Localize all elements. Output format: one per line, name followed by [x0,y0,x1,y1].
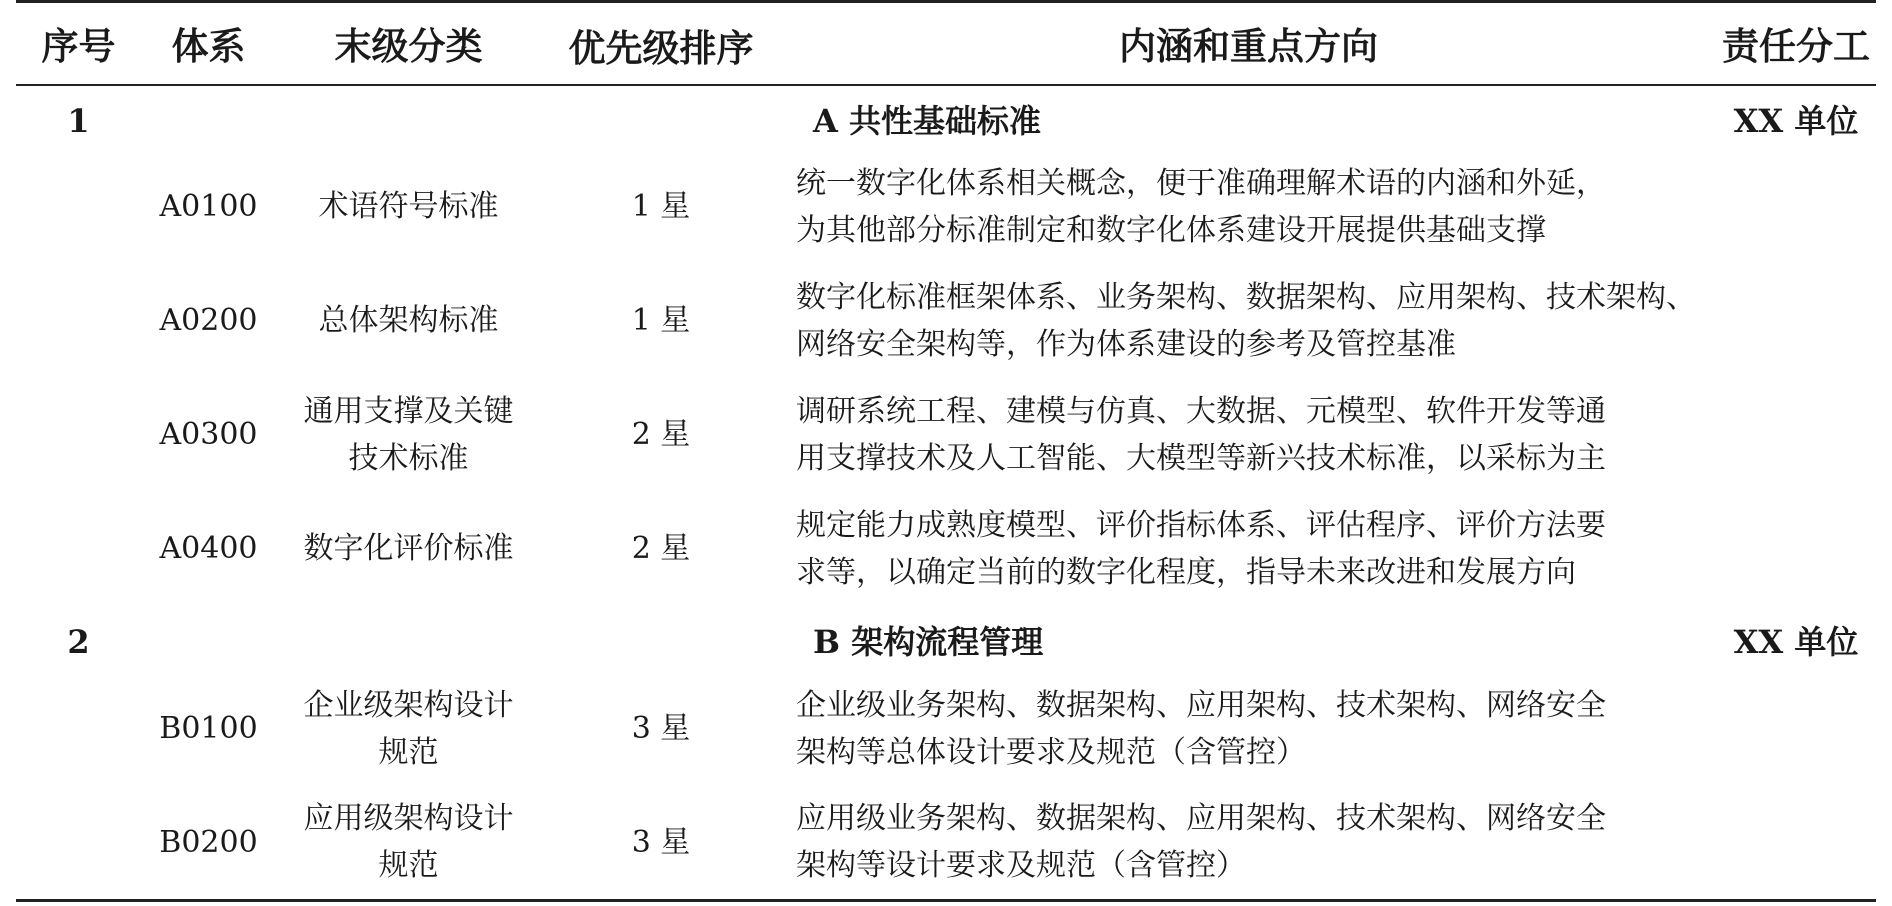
row-class-name [276,265,541,379]
row-description-line: 统一数字化体系相关概念，便于准确理解术语的内涵和外延， [796,166,1606,201]
row-priority: 1 星 [631,303,691,339]
row-description-line: 架构等设计要求及规范（含管控） [796,847,1246,883]
row-seq [16,493,141,607]
section-row [16,607,1876,673]
row-class-name [276,379,541,493]
row-class-name-line: 技术标准 [348,440,469,476]
row-priority: 3 星 [541,787,781,901]
row-code: B0100 [159,711,258,747]
row-class-name [276,493,541,607]
table-row [16,493,1876,607]
header-priority: 优先级排序 [541,2,781,85]
header-system: 体系 [141,2,276,85]
row-class-name [276,151,541,265]
row-class-name-line: 企业级架构设计 [303,688,514,723]
row-description-line: 求等，以确定当前的数字化程度，指导未来改进和发展方向 [796,554,1576,590]
row-class-name-line: 应用级架构设计 [303,801,514,837]
section-empty [541,607,781,673]
row-class-name-line: 规范 [378,847,439,883]
table-row [16,379,1876,493]
row-class-name-line: 总体架构标准 [318,303,499,339]
section-owner: XX 单位 [1733,101,1859,140]
row-description-line: 数字化标准框架体系、业务架构、数据架构、应用架构、技术架构、 [796,280,1696,315]
row-seq [16,265,141,379]
row-description-line: 规定能力成熟度模型、评价指标体系、评估程序、评价方法要 [796,508,1606,543]
row-description-line: 用支撑技术及人工智能、大模型等新兴技术标准，以采标为主 [796,440,1606,476]
row-owner [1716,493,1876,607]
row-owner [1716,151,1876,265]
row-class-name-line: 规范 [378,734,439,770]
header-row [16,2,1876,85]
section-empty [276,607,541,673]
row-owner [1716,379,1876,493]
section-empty [276,85,541,151]
row-description-line: 调研系统工程、建模与仿真、大数据、元模型、软件开发等通 [796,394,1606,429]
standards-table [16,0,1876,902]
row-description-line: 架构等总体设计要求及规范（含管控） [796,734,1306,770]
table-row [16,151,1876,265]
row-class-name [276,673,541,787]
row-code: A0300 [159,417,258,453]
row-priority: 3 星 [631,711,691,747]
row-code: A0400 [159,531,258,567]
row-seq [16,787,141,901]
row-owner [1716,673,1876,787]
row-class-name-line: 通用支撑及关键 [303,394,514,429]
row-class-name-line: 术语符号标准 [318,189,499,225]
section-title: B 架构流程管理 [813,622,1044,661]
header-description: 内涵和重点方向 [781,2,1716,85]
table-row [16,265,1876,379]
table-header [16,2,1876,85]
table-body [16,85,1876,901]
row-description [781,379,1716,493]
row-owner [1716,787,1876,901]
row-code: B0200 [141,787,276,901]
row-priority: 2 星 [631,531,691,567]
section-owner: XX 单位 [1733,622,1859,661]
section-empty [541,85,781,151]
row-description-line: 为其他部分标准制定和数字化体系建设开展提供基础支撑 [796,212,1546,248]
row-description [781,787,1716,901]
row-seq [16,151,141,265]
table-row [16,673,1876,787]
section-seq: 1 [67,101,90,140]
row-priority: 2 星 [631,417,691,453]
row-description [781,493,1716,607]
section-empty [141,607,276,673]
row-owner [1716,265,1876,379]
row-description-line: 企业级业务架构、数据架构、应用架构、技术架构、网络安全 [796,688,1606,723]
row-description [781,151,1716,265]
row-code: A0200 [159,303,258,339]
row-seq [16,379,141,493]
row-seq [16,673,141,787]
header-leaf-class: 末级分类 [276,2,541,85]
row-code: A0100 [159,189,258,225]
section-row [16,85,1876,151]
header-owner: 责任分工 [1716,2,1876,85]
section-title: A 共性基础标准 [813,101,1041,140]
section-seq: 2 [67,622,90,661]
row-description-line: 应用级业务架构、数据架构、应用架构、技术架构、网络安全 [796,801,1606,837]
row-priority: 1 星 [631,189,691,225]
section-empty [141,85,276,151]
header-seq: 序号 [16,2,141,85]
row-class-name-line: 数字化评价标准 [303,531,514,567]
row-description-line: 网络安全架构等，作为体系建设的参考及管控基准 [796,326,1456,362]
row-class-name [276,787,541,901]
table-row [16,787,1876,901]
row-description [781,673,1716,787]
row-description [781,265,1716,379]
